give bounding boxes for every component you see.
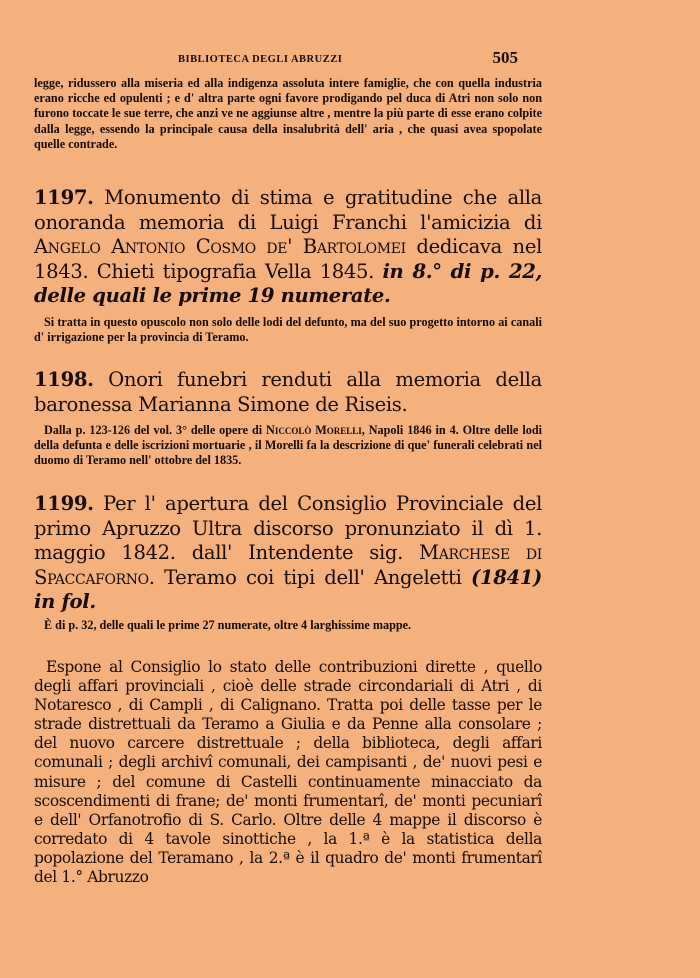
entry-body: Espone al Consiglio lo stato delle contribuzioni dirette , quello degli affari provinciali , cioè delle strade circondariali di Atri , di Notaresco , di Campli , di Calignano. Tratta poi delle tasse per le strade distrettuali da Teramo a Giulia e da Penne alla consolare ; del nuovo carcere distrettuale ; della biblioteca, degli affari comunali ; degli archivî comunali, dei campisanti , de' nuovi pesi e misure ; del comune di Castelli continuamente minacciato da scoscendimenti di frane; de' monti frumentarî, de' monti pecuniarî e dell' Orfanotrofio di S. Carlo. Oltre delle 4 mappe il discorso è corredato di 4 tavole sinottiche , la 1.ª è la statistica della popolazione del Teramano , la 2.ª è il quadro de' monti frumentarî del 1.° Abruzzo	[34, 658, 542, 887]
note-author: Niccolò Morelli	[266, 423, 362, 437]
entry-1197	[34, 186, 542, 309]
entry-year: (1841)	[470, 565, 542, 589]
entry-imprint: dedicava nel 1843. Chieti tipografia Vella 1845.	[34, 235, 542, 283]
page-number: 505	[492, 48, 518, 67]
entry-author: Marchese di Spaccaforno.	[34, 541, 542, 589]
entry-author: Angelo Antonio Cosmo de' Bartolomei	[34, 235, 406, 258]
entry-note: È di p. 32, delle quali le prime 27 numerate, oltre 4 larghissime mappe.	[44, 618, 412, 632]
entry-format: in fol.	[34, 590, 96, 613]
entry-number: 1199.	[34, 492, 94, 515]
entry-1199	[34, 492, 542, 615]
entry-number: 1197.	[34, 186, 94, 209]
entry-1198	[34, 368, 542, 417]
running-title: BIBLIOTECA DEGLI ABRUZZI	[178, 54, 343, 65]
entry-title: Onori funebri renduti alla memoria della baronessa Marianna Simone de Riseis.	[34, 368, 542, 416]
entry-number: 1198.	[34, 368, 94, 391]
note-text: , Napoli 1846 in 4. Oltre delle lodi della defunta e delle iscrizioni mortuarie , il Morelli fa la descrizione di que' funerali celebrati nel duomo di Teramo nell' ottobre del 1835.	[34, 423, 542, 468]
entry-format: in 8.° di p. 22, delle quali le prime 19 numerate.	[34, 259, 542, 307]
entry-title: Per l' apertura del Consiglio Provinciale del primo Apruzzo Ultra discorso pronunziato il dì 1. maggio 1842. dall' Intendente sig.	[34, 492, 542, 564]
intro-paragraph: legge, ridussero alla miseria ed alla indigenza assoluta intere famiglie, che con quella industria erano ricche ed opulenti ; e d' altra parte ogni favore prodigando pel duca di Atri non solo non furono toccate le sue terre, che anzi ve ne aggiunse altre , mentre la più parte di esse erano colpite dalla legge, essendo la principale causa della insalubrità dell' aria , che quasi avea spopolate quelle contrade.	[34, 76, 542, 151]
entry-note	[34, 423, 542, 469]
entry-imprint: Teramo coi tipi dell' Angeletti	[164, 565, 462, 589]
entry-note: Si tratta in questo opuscolo non solo delle lodi del defunto, ma del suo progetto intorno ai canali d' irrigazione per la provincia di Teramo.	[34, 315, 542, 345]
entry-title: Monumento di stima e gratitudine che alla onoranda memoria di Luigi Franchi l'amicizia di	[34, 186, 542, 234]
note-text: Dalla p. 123-126 del vol. 3° delle opere di	[44, 423, 263, 437]
page-header	[178, 48, 518, 68]
